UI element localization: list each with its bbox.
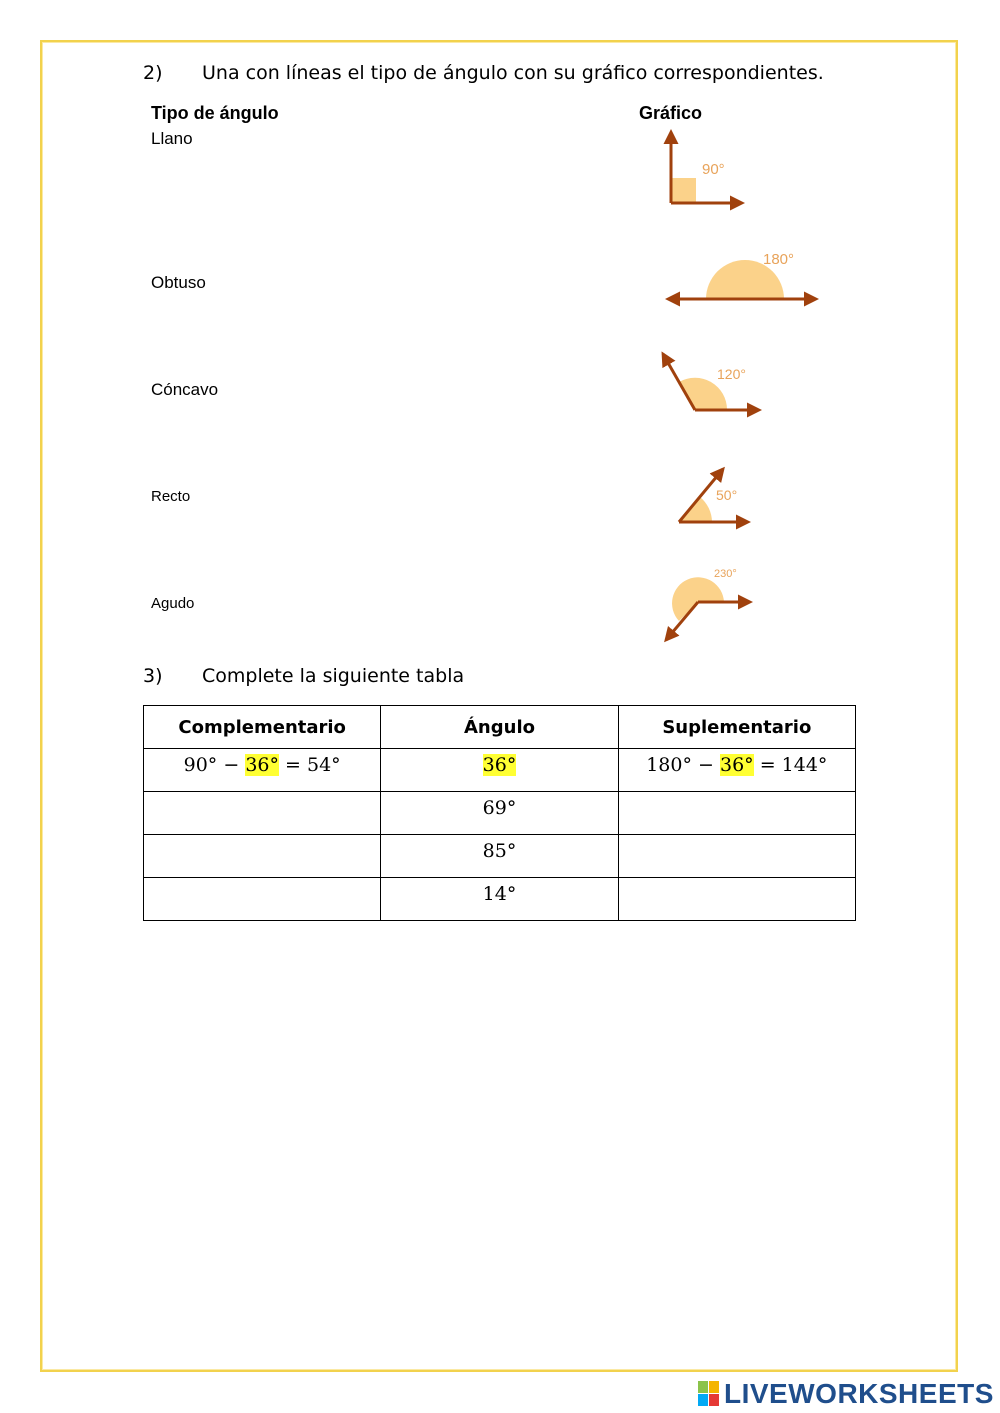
supplementary-input-85[interactable] [618, 835, 855, 878]
question-2-instruction: Una con líneas el tipo de ángulo con su gráfico correspondientes. [202, 62, 824, 84]
reflex-angle-graphic[interactable] [658, 563, 758, 648]
question-3-instruction: Complete la siguiente tabla [202, 665, 465, 687]
example-comp-highlight: 36° [245, 754, 279, 776]
table-row [144, 792, 856, 835]
acute-angle-label: 50° [716, 487, 738, 503]
complementary-input-69[interactable] [144, 792, 381, 835]
table-row [144, 749, 856, 792]
angle-cell-85: 85° [381, 835, 618, 878]
example-comp-suffix: = 54° [279, 754, 341, 776]
header-angulo: Ángulo [381, 706, 618, 749]
table-row [144, 878, 856, 921]
obtuse-angle-label: 120° [717, 366, 746, 382]
acute-angle-graphic[interactable] [670, 463, 760, 533]
liveworksheets-logo [698, 1378, 994, 1410]
right-angle-graphic[interactable] [650, 126, 760, 216]
right-angle-label: 90° [702, 161, 725, 178]
example-supp-suffix: = 144° [753, 754, 828, 776]
type-label-llano[interactable]: Llano [151, 129, 193, 148]
obtuse-angle-graphic[interactable] [655, 348, 770, 418]
question-2-number: 2) [143, 62, 163, 84]
angle-cell-14: 14° [381, 878, 618, 921]
example-supplementary-cell [618, 749, 855, 792]
table-header-row [144, 706, 856, 749]
supplementary-input-14[interactable] [618, 878, 855, 921]
liveworksheets-wordmark: LIVEWORKSHEETS [724, 1378, 994, 1409]
right-angle-fill [672, 178, 696, 203]
example-supp-prefix: 180° − [646, 754, 720, 776]
type-label-recto[interactable]: Recto [151, 488, 191, 505]
supplementary-input-69[interactable] [618, 792, 855, 835]
graphic-column-header: Gráfico [639, 103, 703, 123]
example-supp-highlight: 36° [719, 754, 754, 776]
type-column-header: Tipo de ángulo [151, 103, 279, 123]
header-suplementario: Suplementario [618, 706, 855, 749]
reflex-angle-fill [672, 577, 724, 621]
complementary-input-14[interactable] [144, 878, 381, 921]
type-label-concavo[interactable]: Cóncavo [151, 380, 219, 399]
reflex-angle-label: 230° [714, 568, 737, 580]
table-row [144, 835, 856, 878]
example-comp-prefix: 90° − [183, 754, 246, 776]
straight-angle-label: 180° [763, 251, 795, 268]
angles-table [143, 705, 856, 921]
example-angle-cell [381, 749, 618, 792]
angle-cell-69: 69° [381, 792, 618, 835]
example-angle-highlight: 36° [482, 754, 517, 776]
type-label-obtuso[interactable]: Obtuso [151, 273, 206, 292]
straight-angle-graphic[interactable] [660, 245, 830, 315]
complementary-input-85[interactable] [144, 835, 381, 878]
type-label-agudo[interactable]: Agudo [151, 595, 195, 612]
question-3-number: 3) [143, 665, 163, 687]
liveworksheets-logo-icon [698, 1381, 720, 1407]
header-complementario: Complementario [144, 706, 381, 749]
example-complementary-cell [144, 749, 381, 792]
